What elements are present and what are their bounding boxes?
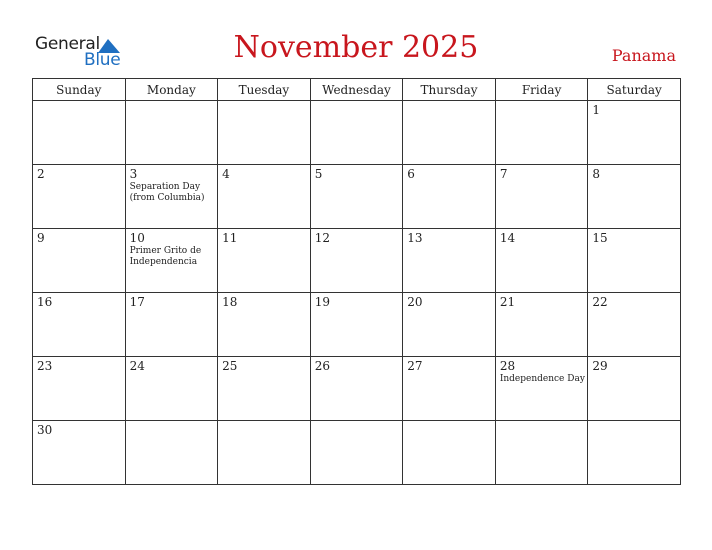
day-number: 22 bbox=[592, 295, 608, 309]
day-cell bbox=[125, 421, 218, 485]
day-number: 11 bbox=[222, 231, 238, 245]
day-cell bbox=[218, 101, 311, 165]
day-number: 9 bbox=[37, 231, 45, 245]
weekday-header: Wednesday bbox=[310, 79, 403, 101]
weekday-header: Tuesday bbox=[218, 79, 311, 101]
day-number: 25 bbox=[222, 359, 238, 373]
day-cell bbox=[33, 421, 126, 485]
day-cell bbox=[125, 165, 218, 229]
day-cell bbox=[495, 101, 588, 165]
day-cell bbox=[33, 101, 126, 165]
day-cell bbox=[33, 293, 126, 357]
day-cell bbox=[310, 421, 403, 485]
weekday-header-row bbox=[33, 79, 681, 101]
day-number: 20 bbox=[407, 295, 423, 309]
week-row bbox=[33, 357, 681, 421]
week-row bbox=[33, 421, 681, 485]
day-cell bbox=[218, 293, 311, 357]
day-cell bbox=[403, 229, 496, 293]
day-number: 15 bbox=[592, 231, 608, 245]
day-cell bbox=[588, 165, 681, 229]
day-number: 1 bbox=[592, 103, 601, 117]
day-number: 5 bbox=[314, 167, 323, 181]
day-cell bbox=[218, 357, 311, 421]
day-cell bbox=[495, 421, 588, 485]
week-row bbox=[33, 101, 681, 165]
day-cell bbox=[310, 101, 403, 165]
day-cell bbox=[310, 165, 403, 229]
day-number: 2 bbox=[37, 167, 45, 181]
week-row bbox=[33, 229, 681, 293]
weekday-header: Friday bbox=[495, 79, 588, 101]
day-cell bbox=[403, 357, 496, 421]
day-number: 28 bbox=[499, 359, 516, 373]
day-number: 23 bbox=[37, 359, 53, 373]
day-number: 30 bbox=[37, 423, 53, 437]
day-cell bbox=[125, 293, 218, 357]
logo-text-blue: Blue bbox=[84, 50, 121, 70]
weekday-header: Monday bbox=[125, 79, 218, 101]
day-number: 29 bbox=[592, 359, 608, 373]
weekday-header: Thursday bbox=[403, 79, 496, 101]
day-number: 24 bbox=[129, 359, 145, 373]
day-cell bbox=[125, 229, 218, 293]
day-cell bbox=[495, 357, 588, 421]
week-row bbox=[33, 293, 681, 357]
day-cell bbox=[403, 293, 496, 357]
day-cell bbox=[33, 357, 126, 421]
day-cell bbox=[33, 229, 126, 293]
day-cell bbox=[403, 165, 496, 229]
day-number: 13 bbox=[407, 231, 423, 245]
day-number: 6 bbox=[407, 167, 415, 181]
day-cell bbox=[495, 293, 588, 357]
day-number: 7 bbox=[499, 167, 508, 181]
day-number: 10 bbox=[129, 231, 145, 245]
holiday-label: Separation Day (from Columbia) bbox=[129, 182, 205, 203]
day-number: 27 bbox=[407, 359, 423, 373]
day-cell bbox=[588, 357, 681, 421]
holiday-label: Primer Grito de Independencia bbox=[129, 246, 202, 267]
day-number: 8 bbox=[592, 167, 601, 181]
day-cell bbox=[588, 229, 681, 293]
weekday-header: Saturday bbox=[588, 79, 681, 101]
day-cell bbox=[588, 421, 681, 485]
day-number: 19 bbox=[314, 295, 330, 309]
day-cell bbox=[495, 229, 588, 293]
calendar-grid bbox=[32, 78, 681, 485]
day-cell bbox=[495, 165, 588, 229]
day-cell bbox=[588, 101, 681, 165]
day-number: 12 bbox=[314, 231, 330, 245]
day-cell bbox=[588, 293, 681, 357]
day-cell bbox=[218, 229, 311, 293]
day-number: 4 bbox=[222, 167, 230, 181]
day-cell bbox=[403, 421, 496, 485]
day-cell bbox=[33, 165, 126, 229]
day-cell bbox=[310, 293, 403, 357]
day-cell bbox=[218, 421, 311, 485]
calendar-title: November 2025 bbox=[233, 30, 479, 65]
day-number: 26 bbox=[314, 359, 330, 373]
holiday-label: Independence Day bbox=[499, 374, 585, 384]
weekday-header: Sunday bbox=[33, 79, 126, 101]
day-cell bbox=[310, 357, 403, 421]
day-cell bbox=[403, 101, 496, 165]
day-number: 14 bbox=[499, 231, 516, 245]
day-number: 21 bbox=[499, 295, 516, 309]
day-number: 17 bbox=[129, 295, 145, 309]
country-label: Panama bbox=[611, 46, 676, 65]
day-cell bbox=[125, 357, 218, 421]
day-number: 16 bbox=[37, 295, 53, 309]
day-cell bbox=[218, 165, 311, 229]
day-cell bbox=[310, 229, 403, 293]
day-number: 3 bbox=[129, 167, 138, 181]
day-cell bbox=[125, 101, 218, 165]
logo-text-general: General bbox=[35, 34, 100, 54]
day-number: 18 bbox=[222, 295, 238, 309]
week-row bbox=[33, 165, 681, 229]
